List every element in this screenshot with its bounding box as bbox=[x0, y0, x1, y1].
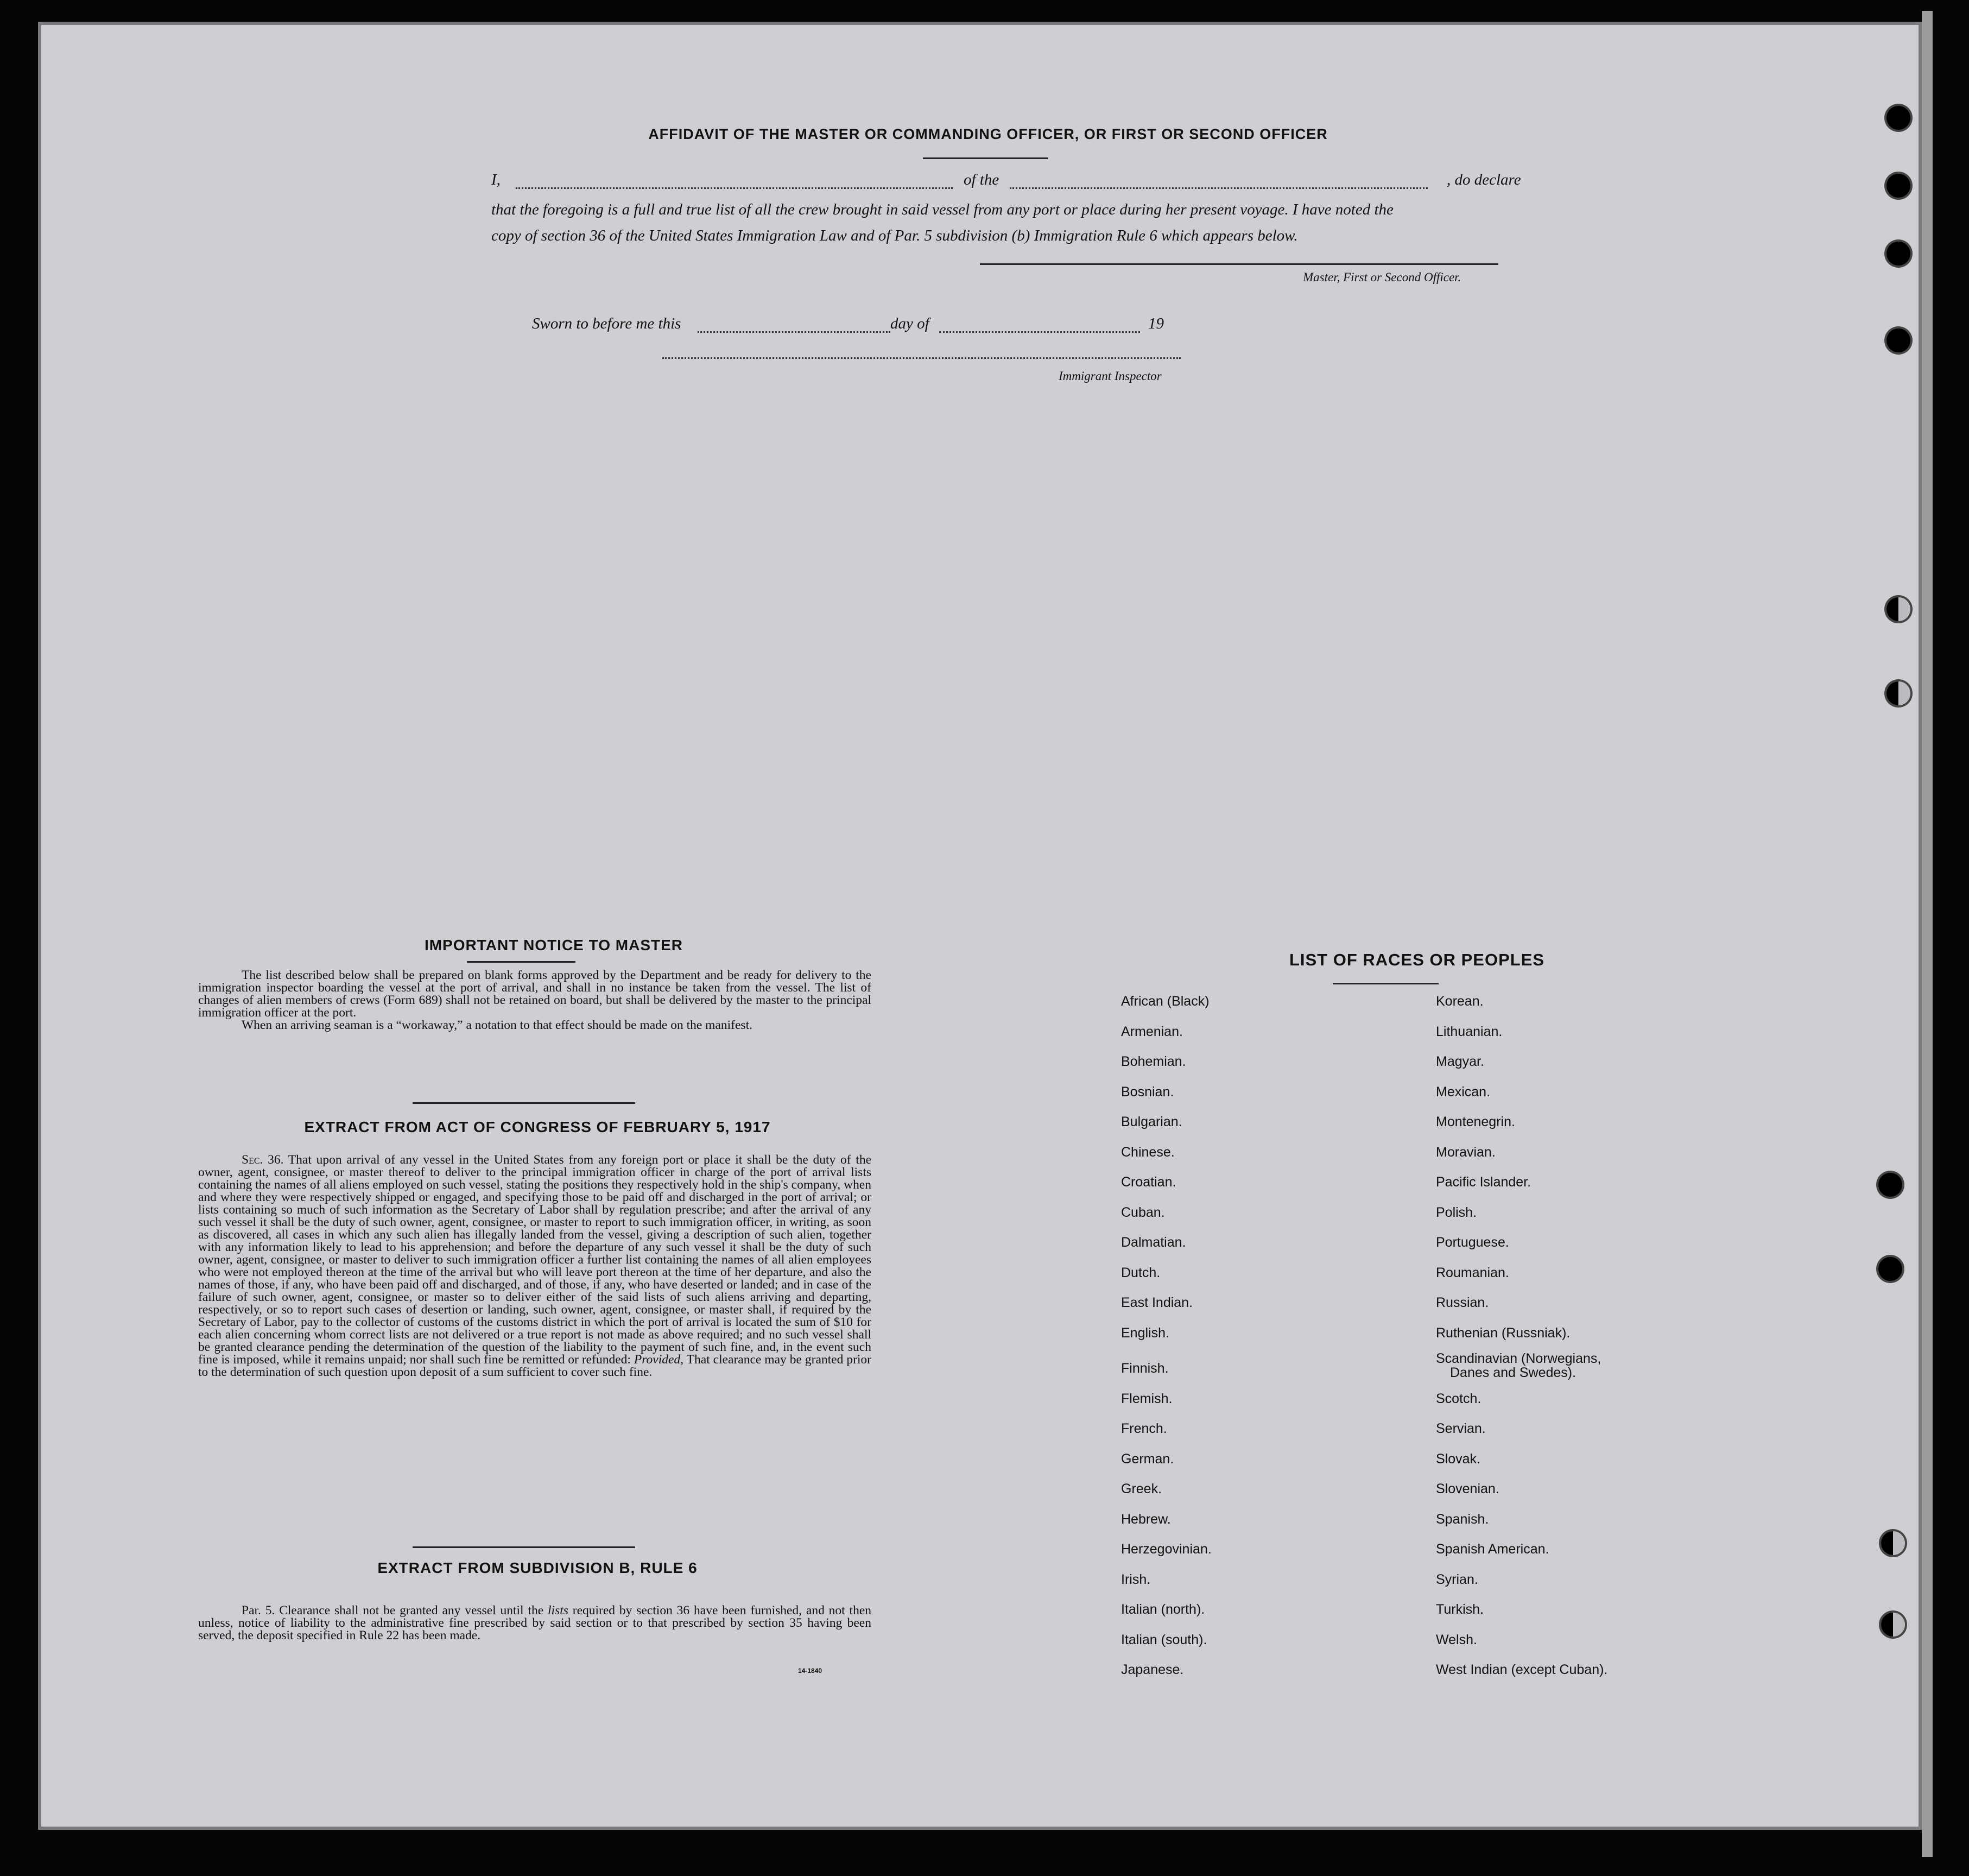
binder-hole-icon bbox=[1886, 174, 1910, 198]
rule-lists: lists bbox=[548, 1603, 568, 1618]
rule-paragraph bbox=[198, 1605, 871, 1642]
section-number: Sec. 36. bbox=[242, 1153, 284, 1167]
race-item: West Indian (except Cuban). bbox=[1436, 1662, 1608, 1677]
race-item: Korean. bbox=[1436, 994, 1484, 1009]
race-item: Servian. bbox=[1436, 1421, 1486, 1436]
race-item: Danes and Swedes). bbox=[1450, 1365, 1577, 1380]
races-underline bbox=[1333, 983, 1439, 984]
notice-underline bbox=[467, 961, 575, 963]
notice-title: IMPORTANT NOTICE TO MASTER bbox=[424, 937, 683, 953]
binder-hole-icon bbox=[1886, 242, 1910, 266]
binder-hole-icon bbox=[1878, 1173, 1902, 1197]
race-item: Finnish. bbox=[1121, 1361, 1169, 1376]
sworn-month-blank[interactable] bbox=[939, 331, 1140, 333]
race-item: Welsh. bbox=[1436, 1632, 1477, 1647]
race-item: Bohemian. bbox=[1121, 1054, 1186, 1069]
notice-paragraph-2: When an arriving seaman is a “workaway,” a notation to that effect should be made on the manifest. bbox=[242, 1018, 752, 1032]
rule-text-b: required by section 36 have been furnished, and not then unless, notice of liability to the administrative fine prescribed by said section or to that prescribed by section 35 having been served, the deposit specified in Rule 22 has been made. bbox=[198, 1603, 872, 1643]
race-item: Dutch. bbox=[1121, 1265, 1161, 1280]
inspector-signature-line[interactable] bbox=[662, 357, 1181, 359]
sworn-label: Sworn to before me this bbox=[532, 315, 681, 332]
race-item: Russian. bbox=[1436, 1295, 1489, 1310]
master-signature-label: Master, First or Second Officer. bbox=[1303, 270, 1461, 284]
form-number: 14-1840 bbox=[798, 1667, 822, 1675]
act-title: EXTRACT FROM ACT OF CONGRESS OF FEBRUARY 5, 1917 bbox=[304, 1119, 771, 1135]
binder-hole-icon bbox=[1881, 1531, 1905, 1555]
title-underline bbox=[923, 157, 1048, 159]
day-of-label: day of bbox=[890, 315, 929, 332]
affidavit-line-1 bbox=[491, 171, 1544, 191]
race-item: Dalmatian. bbox=[1121, 1235, 1186, 1250]
race-item: Pacific Islander. bbox=[1436, 1174, 1531, 1190]
race-item: Bulgarian. bbox=[1121, 1114, 1182, 1129]
race-item: Polish. bbox=[1436, 1205, 1477, 1220]
races-title: LIST OF RACES OR PEOPLES bbox=[1289, 950, 1545, 969]
race-item: Roumanian. bbox=[1436, 1265, 1509, 1280]
race-item: Cuban. bbox=[1121, 1205, 1165, 1220]
section-divider bbox=[413, 1102, 635, 1104]
race-item: Mexican. bbox=[1436, 1084, 1491, 1100]
race-item: Italian (north). bbox=[1121, 1602, 1205, 1617]
affidavit-of-the: of the bbox=[964, 171, 999, 188]
section-divider bbox=[413, 1546, 635, 1548]
master-signature-line[interactable] bbox=[980, 263, 1498, 265]
binder-hole-icon bbox=[1886, 106, 1910, 130]
race-item: Scandinavian (Norwegians, bbox=[1436, 1351, 1601, 1366]
race-item: Lithuanian. bbox=[1436, 1024, 1503, 1039]
binder-hole-icon bbox=[1886, 681, 1910, 705]
notice-body bbox=[198, 969, 871, 1032]
act-tail: That clearance may be granted prior to the determination of such question upon deposit of a sum sufficient to cover such fine. bbox=[198, 1353, 872, 1379]
rule-text-a: Par. 5. Clearance shall not be granted any vessel until the bbox=[242, 1603, 544, 1618]
act-body bbox=[198, 1154, 871, 1379]
race-item: Ruthenian (Russniak). bbox=[1436, 1325, 1571, 1341]
rule-body bbox=[198, 1605, 871, 1642]
race-item: Flemish. bbox=[1121, 1391, 1173, 1406]
race-item: East Indian. bbox=[1121, 1295, 1193, 1310]
binder-hole-icon bbox=[1878, 1257, 1902, 1281]
race-item: Greek. bbox=[1121, 1481, 1162, 1496]
race-item: Turkish. bbox=[1436, 1602, 1484, 1617]
race-item: Italian (south). bbox=[1121, 1632, 1207, 1647]
race-item: African (Black) bbox=[1121, 994, 1210, 1009]
act-provided: Provided, bbox=[634, 1353, 684, 1367]
act-paragraph bbox=[198, 1154, 871, 1379]
race-item: Magyar. bbox=[1436, 1054, 1484, 1069]
page-right-edge bbox=[1922, 11, 1933, 1857]
inspector-label: Immigrant Inspector bbox=[1059, 369, 1162, 383]
race-item: German. bbox=[1121, 1451, 1174, 1467]
race-item: Irish. bbox=[1121, 1572, 1151, 1587]
name-blank[interactable] bbox=[516, 187, 953, 189]
race-item: Portuguese. bbox=[1436, 1235, 1509, 1250]
race-item: Montenegrin. bbox=[1436, 1114, 1515, 1129]
race-item: Bosnian. bbox=[1121, 1084, 1174, 1100]
notice-paragraph-1: The list described below shall be prepared on blank forms approved by the Department and be ready for delivery to the immigration inspector boarding the vessel at the port of arrival, and shall in no instance be taken from the vessel. The list of changes of alien members of crews (Form 689) shall not be retained on board, but shall be delivered by the master to the principal immigration officer at the port. bbox=[198, 968, 871, 1020]
affidavit-title: AFFIDAVIT OF THE MASTER OR COMMANDING OFFICER, OR FIRST OR SECOND OFFICER bbox=[648, 126, 1328, 142]
binder-hole-icon bbox=[1881, 1613, 1905, 1637]
race-item: Armenian. bbox=[1121, 1024, 1183, 1039]
race-item: Spanish. bbox=[1436, 1512, 1489, 1527]
document-sheet bbox=[38, 22, 1922, 1830]
rule-title: EXTRACT FROM SUBDIVISION B, RULE 6 bbox=[377, 1559, 698, 1576]
affidavit-line-3: copy of section 36 of the United States Immigration Law and of Par. 5 subdivision (b) Immigration Rule 6 which appears below. bbox=[491, 227, 1298, 244]
race-item: Japanese. bbox=[1121, 1662, 1184, 1677]
affidavit-declare: , do declare bbox=[1447, 171, 1521, 188]
race-item: Moravian. bbox=[1436, 1145, 1496, 1160]
race-item: Croatian. bbox=[1121, 1174, 1176, 1190]
race-item: Herzegovinian. bbox=[1121, 1542, 1212, 1557]
vessel-blank[interactable] bbox=[1010, 187, 1428, 189]
binder-hole-icon bbox=[1886, 329, 1910, 352]
affidavit-line-2: that the foregoing is a full and true list of all the crew brought in said vessel from any port or place during her present voyage. I have noted the bbox=[491, 201, 1394, 218]
race-item: Spanish American. bbox=[1436, 1542, 1549, 1557]
year-label: 19 bbox=[1148, 315, 1164, 332]
sworn-day-blank[interactable] bbox=[698, 331, 890, 333]
binder-hole-icon bbox=[1886, 597, 1910, 621]
race-item: Hebrew. bbox=[1121, 1512, 1171, 1527]
affidavit-i: I, bbox=[491, 171, 501, 188]
race-item: English. bbox=[1121, 1325, 1169, 1341]
sworn-line bbox=[532, 315, 1183, 334]
race-item: Chinese. bbox=[1121, 1145, 1175, 1160]
race-item: Slovenian. bbox=[1436, 1481, 1499, 1496]
act-text: That upon arrival of any vessel in the United States from any foreign port or place it shall be the duty of the owner, agent, consignee, or master thereof to deliver to the principal immigration officer in charge of the port of arrival lists containing the names of all aliens employed on such vessel, stating the positions they respectively hold in the ship's company, when and where they were respectively shipped or engaged, and specifying those to be paid off and discharged in the port of arrival; or lists containing so much of such information as the Secretary of Labor shall by regulation prescribe; and after the arrival of any such vessel it shall be the duty of such owner, agent, consignee, or master to report to such immigration officer, in writing, as soon as discovered, all cases in which any such alien has illegally landed from the vessel, giving a description of such alien, together with any information likely to lead to his apprehension; and before the departure of any such vessel it shall be the duty of such owner, agent, consignee, or master to deliver to such immigration officer a further list containing the names of all alien employees who were not employed thereon at the time of the arrival but who will leave port thereon at the time of her departure, and also the names of those, if any, who have been paid off and discharged, and of those, if any, who have deserted or landed; and in case of the failure of such owner, agent, consignee, or master so to deliver either of the said lists of such aliens arriving and departing, respectively, or so to report such cases of desertion or landing, such owner, agent, consignee, or master shall, if required by the Secretary of Labor, pay to the collector of customs of the customs district in which the port of arrival is located the sum of $10 for each alien concerning whom correct lists are not delivered or a true report is not made as above required; and no such vessel shall be granted clearance pending the determination of the question of the liability to the payment of such fine, and, in the event such fine is imposed, while it remains unpaid; nor shall such fine be remitted or refunded: bbox=[198, 1153, 872, 1367]
race-item: French. bbox=[1121, 1421, 1167, 1436]
race-item: Slovak. bbox=[1436, 1451, 1480, 1467]
race-item: Syrian. bbox=[1436, 1572, 1478, 1587]
race-item: Scotch. bbox=[1436, 1391, 1482, 1406]
